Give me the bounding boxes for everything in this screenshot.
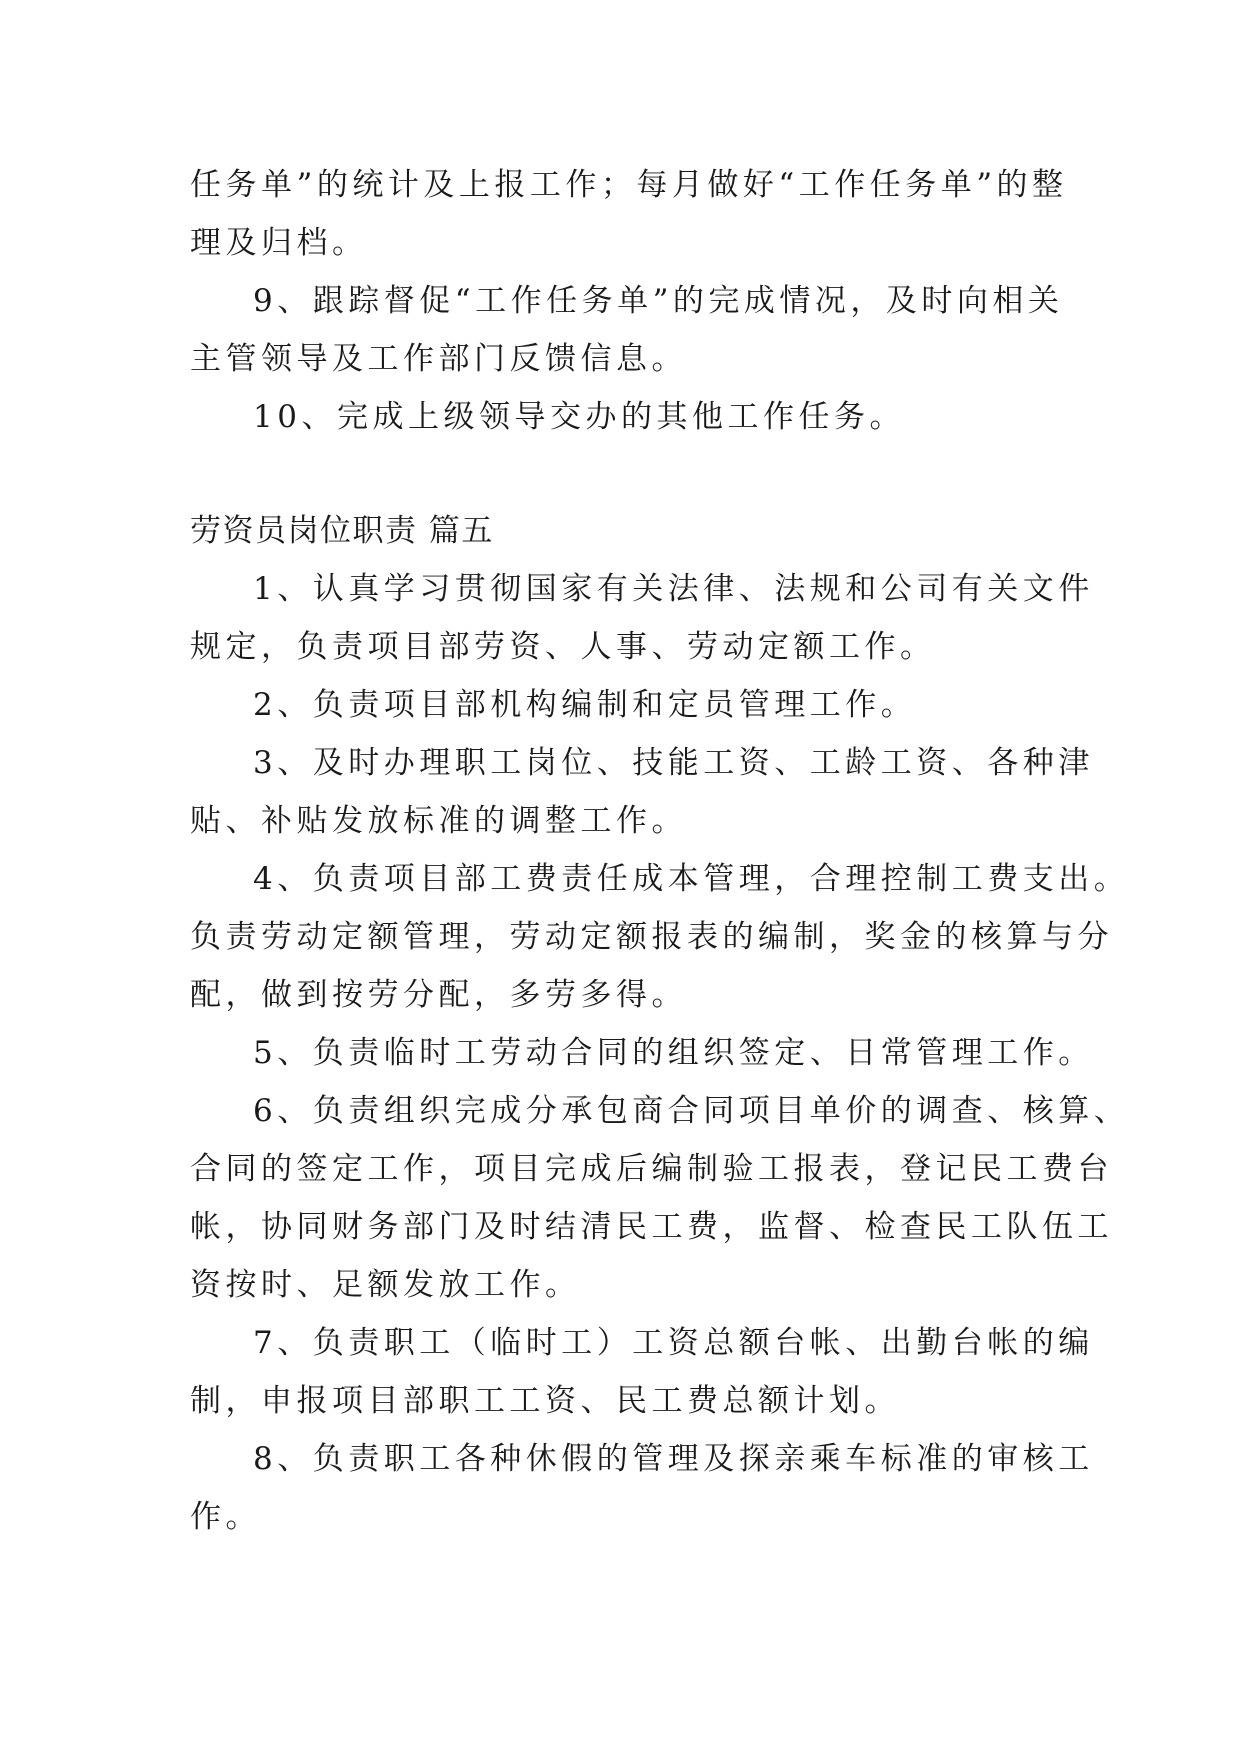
item-1-line-1: 1、认真学习贯彻国家有关法律、法规和公司有关文件	[253, 571, 1094, 607]
item-3-line-2: 贴、补贴发放标准的调整工作。	[190, 803, 687, 839]
item-6-line-1: 6、负责组织完成分承包商合同项目单价的调查、核算、	[253, 1093, 1130, 1129]
item-6-line-4: 资按时、足额发放工作。	[190, 1267, 581, 1303]
item-7-line-1: 7、负责职工（临时工）工资总额台帐、出勤台帐的编	[253, 1325, 1094, 1361]
item-4-line-3: 配，做到按劳分配，多劳多得。	[190, 977, 687, 1013]
paragraph-9-line-1: 9、跟踪督促“工作任务单”的完成情况，及时向相关	[253, 283, 1064, 319]
item-8-line-1: 8、负责职工各种休假的管理及探亲乘车标准的审核工	[253, 1441, 1094, 1477]
item-5-line-1: 5、负责临时工劳动合同的组织签定、日常管理工作。	[253, 1035, 1094, 1071]
paragraph-8-line-3: 理及归档。	[190, 225, 368, 261]
item-8-line-2: 作。	[190, 1499, 261, 1535]
item-4-line-2: 负责劳动定额管理，劳动定额报表的编制，奖金的核算与分	[190, 919, 1113, 955]
item-1-line-2: 规定，负责项目部劳资、人事、劳动定额工作。	[190, 629, 936, 665]
item-3-line-1: 3、及时办理职工岗位、技能工资、工龄工资、各种津	[253, 745, 1094, 781]
paragraph-9-line-2: 主管领导及工作部门反馈信息。	[190, 341, 687, 377]
section-heading: 劳资员岗位职责 篇五	[190, 513, 494, 549]
paragraph-10-line-1: 10、完成上级领导交办的其他工作任务。	[253, 399, 905, 435]
paragraph-8-line-2: 任务单”的统计及上报工作；每月做好“工作任务单”的整	[190, 167, 1068, 203]
item-2-line-1: 2、负责项目部机构编制和定员管理工作。	[253, 687, 917, 723]
item-6-line-2: 合同的签定工作，项目完成后编制验工报表，登记民工费台	[190, 1151, 1113, 1187]
item-4-line-1: 4、负责项目部工费责任成本管理，合理控制工费支出。	[253, 861, 1130, 897]
item-7-line-2: 制，申报项目部职工工资、民工费总额计划。	[190, 1383, 900, 1419]
item-6-line-3: 帐，协同财务部门及时结清民工费，监督、检查民工队伍工	[190, 1209, 1113, 1245]
